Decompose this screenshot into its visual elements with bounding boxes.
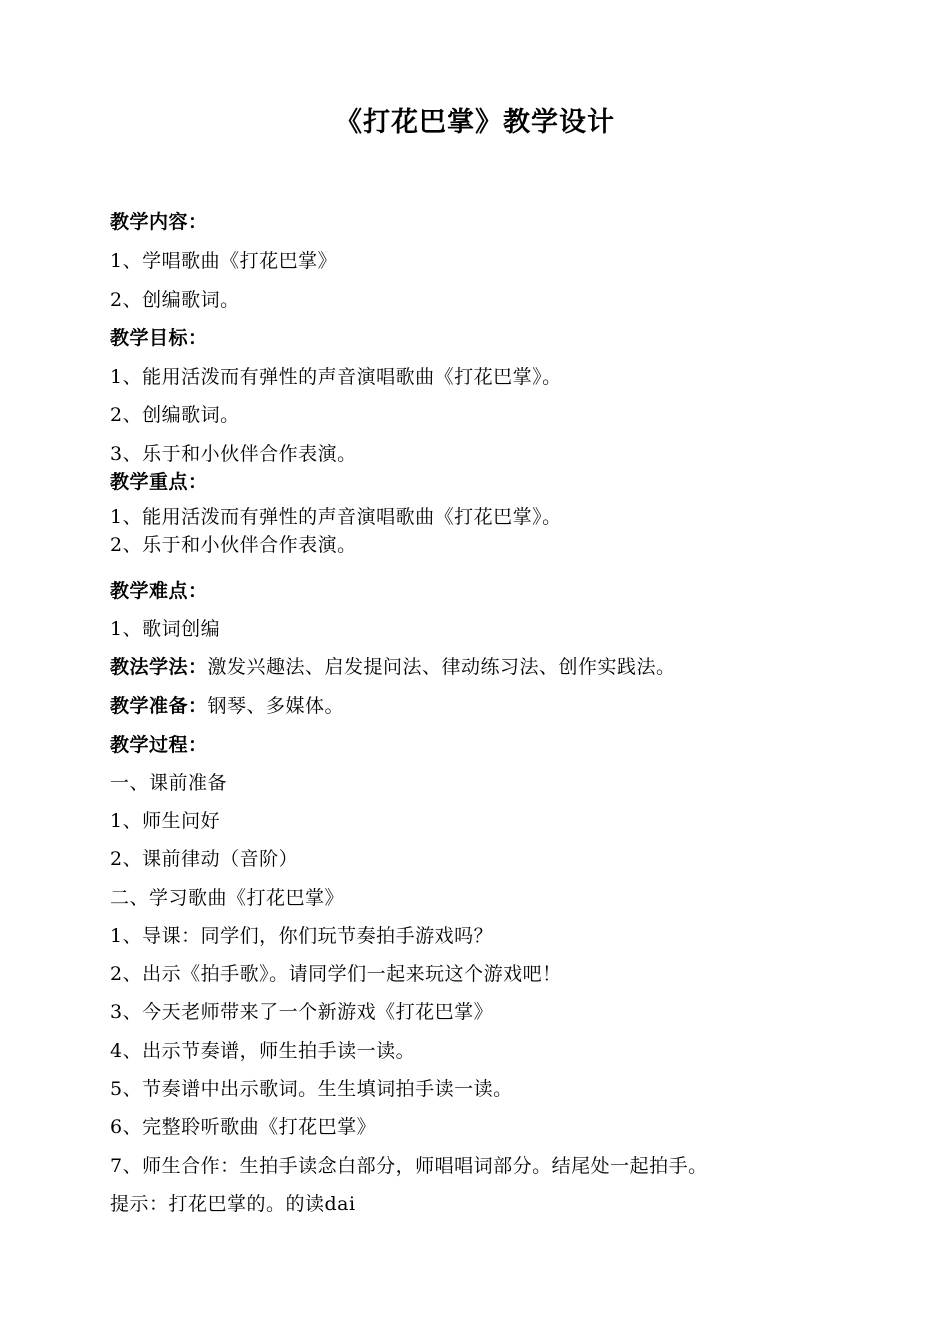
content-item-2: 2、创编歌词。	[110, 289, 240, 311]
process-part2-tip: 提示：打花巴掌的。的读dai	[110, 1193, 356, 1215]
process-part1-title: 一、课前准备	[110, 772, 228, 794]
key-points-item-1: 1、能用活泼而有弹性的声音演唱歌曲《打花巴掌》。	[110, 506, 562, 528]
section-heading-key-points: 教学重点：	[110, 471, 208, 493]
process-part2-item-2: 2、出示《拍手歌》。请同学们一起来玩这个游戏吧！	[110, 963, 562, 985]
goals-item-2: 2、创编歌词。	[110, 404, 240, 426]
process-part2-title: 二、学习歌曲《打花巴掌》	[110, 887, 345, 909]
section-heading-methods: 教法学法：	[110, 656, 208, 678]
methods-text: 激发兴趣法、启发提问法、律动练习法、创作实践法。	[207, 656, 676, 678]
content-item-1: 1、学唱歌曲《打花巴掌》	[110, 250, 338, 272]
process-part1-item-1: 1、师生问好	[110, 810, 221, 832]
section-heading-goals: 教学目标：	[110, 327, 208, 349]
difficulties-item-1: 1、歌词创编	[110, 618, 221, 640]
process-part2-item-3: 3、今天老师带来了一个新游戏《打花巴掌》	[110, 1001, 494, 1023]
section-heading-content: 教学内容：	[110, 211, 208, 233]
process-part2-item-1: 1、导课：同学们，你们玩节奏拍手游戏吗？	[110, 925, 494, 947]
section-heading-process: 教学过程：	[110, 734, 208, 756]
process-part2-item-4: 4、出示节奏谱，师生拍手读一读。	[110, 1040, 416, 1062]
process-part2-item-6: 6、完整聆听歌曲《打花巴掌》	[110, 1116, 377, 1138]
process-part2-item-5: 5、节奏谱中出示歌词。生生填词拍手读一读。	[110, 1078, 513, 1100]
section-heading-preparation: 教学准备：	[110, 695, 208, 717]
process-part2-item-7: 7、师生合作：生拍手读念白部分，师唱唱词部分。结尾处一起拍手。	[110, 1155, 708, 1177]
goals-item-3: 3、乐于和小伙伴合作表演。	[110, 443, 357, 465]
process-part1-item-2: 2、课前律动（音阶）	[110, 848, 299, 870]
methods-line	[110, 654, 850, 680]
key-points-item-2: 2、乐于和小伙伴合作表演。	[110, 534, 357, 556]
preparation-text: 钢琴、多媒体。	[207, 695, 345, 717]
preparation-line	[110, 693, 850, 719]
section-heading-difficulties: 教学难点：	[110, 580, 208, 602]
document-title: 《打花巴掌》教学设计	[335, 107, 615, 138]
goals-item-1: 1、能用活泼而有弹性的声音演唱歌曲《打花巴掌》。	[110, 366, 562, 388]
